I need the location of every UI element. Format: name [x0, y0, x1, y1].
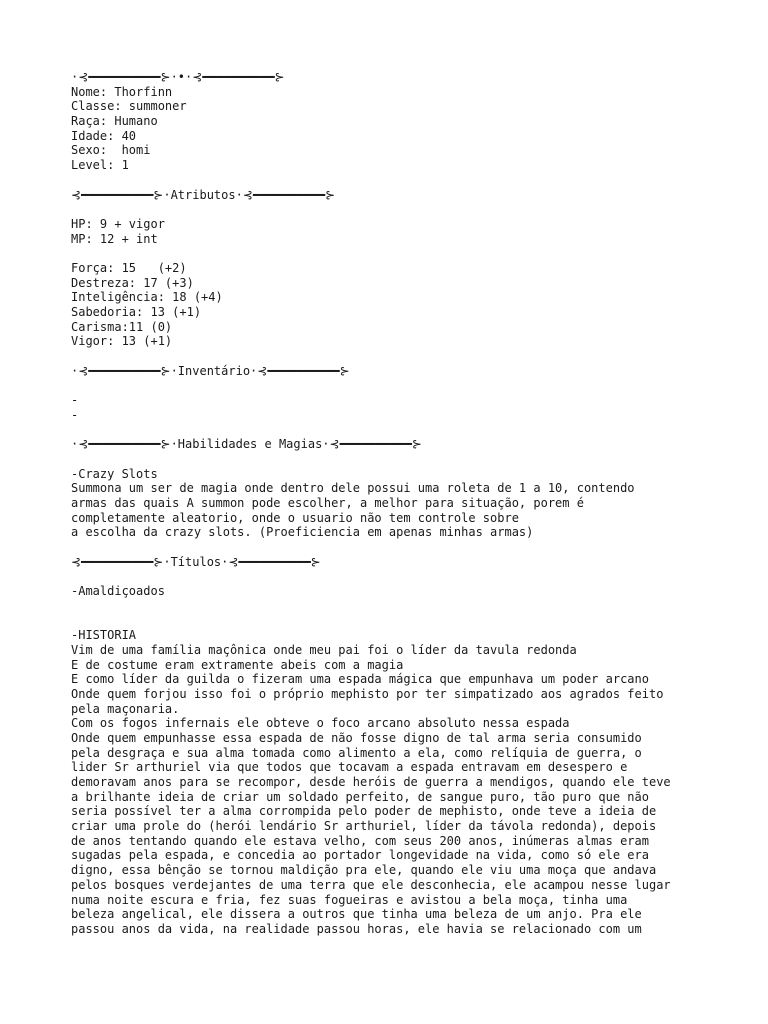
skill-name: -Crazy Slots — [71, 466, 158, 481]
stat-carisma: Carisma:11 (0) — [71, 319, 173, 334]
field-raca: Raça: Humano — [71, 114, 158, 129]
historia-line: E de costume eram extramente abeis com a magia — [71, 657, 404, 672]
field-level: Level: 1 — [71, 158, 129, 173]
field-idade: Idade: 40 — [71, 128, 137, 143]
historia-line: lider Sr arthuriel via que todos que tocavam a espada entravam em desespero e — [71, 760, 628, 775]
historia-heading: -HISTORIA — [71, 628, 137, 643]
historia-line: seria possível ter a alma corrompida pelo poder de mephisto, onde teve a ideia de — [71, 804, 657, 819]
skill-description-line: Summona um ser de magia onde dentro dele possui uma roleta de 1 a 10, contendo — [71, 481, 635, 496]
historia-line: pela maçonaria. — [71, 701, 180, 716]
historia-line: sugadas pela espada, e concedia ao portador longevidade na vida, como só ele era — [71, 848, 649, 863]
historia-line: Vim de uma família maçônica onde meu pai foi o líder da tavula redonda — [71, 642, 577, 657]
skill-description-line: armas das quais A summon pode escolher, a melhor para situação, porem é — [71, 495, 584, 510]
historia-line: demoravam anos para se recompor, desde heróis de guerra a mendigos, quando ele teve — [71, 775, 671, 789]
stat-destreza: Destreza: 17 (+3) — [71, 275, 194, 290]
historia-text — [71, 643, 697, 937]
stat-inteligencia: Inteligência: 18 (+4) — [71, 290, 223, 305]
inventario-heading: ·⊰━━━━━━━━━━⊱·Inventário·⊰━━━━━━━━━━⊱ — [71, 363, 350, 378]
stat-forca: Força: 15 (+2) — [71, 260, 187, 275]
historia-line: pela desgraça e sua alma tomada como alimento a ela, como relíquia de guerra, o — [71, 745, 642, 760]
historia-line: beleza angelical, ele dissera a outros que tinha uma beleza de um anjo. Pra ele — [71, 907, 642, 922]
historia-line: E como líder da guilda o fizeram uma espada mágica que empunhava um poder arcano — [71, 672, 649, 687]
stat-sabedoria: Sabedoria: 13 (+1) — [71, 305, 202, 319]
stat-vigor: Vigor: 13 (+1) — [71, 334, 173, 349]
atributos-heading: ⊰━━━━━━━━━━⊱·Atributos·⊰━━━━━━━━━━⊱ — [71, 187, 336, 202]
stat-hp: HP: 9 + vigor — [71, 216, 165, 231]
historia-line: Onde quem forjou isso foi o próprio mephisto por ter simpatizado aos agrados feito — [71, 686, 664, 701]
habilidades-heading: ·⊰━━━━━━━━━━⊱·Habilidades e Magias·⊰━━━━━━━━━━⊱ — [71, 437, 422, 452]
historia-line: numa noite escura e fria, fez suas fogueiras e avistou a bela moça, tinha uma — [71, 892, 628, 907]
inventario-item: - — [71, 407, 79, 422]
field-sexo: Sexo: homi — [71, 143, 151, 158]
historia-line: digno, essa bênção se tornou maldição pra ele, quando ele viu uma moça que andava — [71, 863, 657, 878]
field-classe: Classe: summoner — [71, 99, 187, 114]
historia-line: passou anos da vida, na realidade passou horas, ele havia se relacionado com um — [71, 921, 642, 936]
historia-line: Onde quem empunhasse essa espada de não fosse digno de tal arma seria consumido — [71, 730, 642, 745]
stat-mp: MP: 12 + int — [71, 231, 158, 246]
historia-line: a brilhante ideia de criar um soldado perfeito, de sangue puro, tão puro que não — [71, 789, 649, 804]
titulos-heading: ⊰━━━━━━━━━━⊱·Títulos·⊰━━━━━━━━━━⊱ — [71, 554, 321, 569]
skill-description-line: a escolha da crazy slots. (Proeficiencia em apenas minhas armas) — [71, 525, 534, 540]
titulo-item: -Amaldiçoados — [71, 584, 165, 599]
skill-description-line: completamente aleatorio, onde o usuario não tem controle sobre — [71, 510, 519, 525]
field-nome: Nome: Thorfinn — [71, 84, 173, 99]
historia-line: criar uma prole do (herói lendário Sr arthuriel, líder da távola redonda), depois — [71, 819, 657, 834]
inventario-item: - — [71, 393, 79, 408]
historia-line: de anos tentando quando ele estava velho, com seus 200 anos, inúmeras almas eram — [71, 833, 649, 848]
historia-line: Com os fogos infernais ele obteve o foco arcano absoluto nessa espada — [71, 716, 570, 731]
historia-line: pelos bosques verdejantes de uma terra que ele desconhecia, ele acampou nesse lugar — [71, 877, 671, 892]
divider-top: ·⊰━━━━━━━━━━⊱·•·⊰━━━━━━━━━━⊱ — [71, 70, 285, 84]
